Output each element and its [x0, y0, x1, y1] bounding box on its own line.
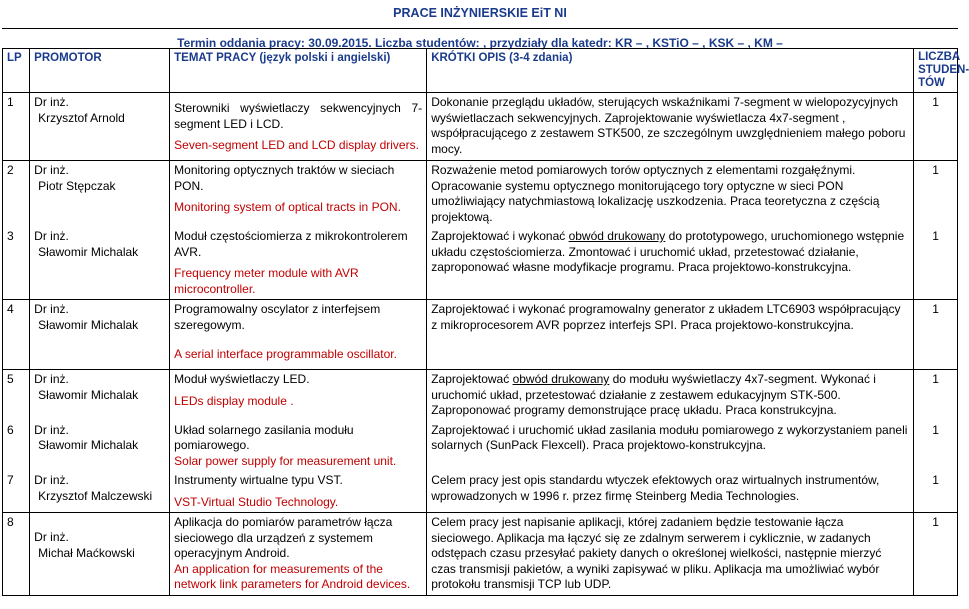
- promotor-name: Sławomir Michalak: [38, 317, 139, 332]
- row-promotor: [30, 471, 170, 513]
- row-topic: [170, 513, 427, 596]
- row-topic: [170, 93, 427, 161]
- promotor-title: Dr inż.: [34, 372, 69, 386]
- table-row: [3, 227, 958, 300]
- description-text: Celem pracy jest opis standardu wtyczek efektowych oraz wirtualnych instrumentów, wprowadzonych w 1996 r. przez firmę Steinberg Media Technologies.: [431, 473, 880, 503]
- column-header-count: [914, 49, 969, 93]
- row-description: [427, 513, 914, 596]
- description-text: Celem pracy jest napisanie aplikacji, której zadaniem będzie testowanie łącza sieciowego. Aplikacja ma łączyć się ze zdalnym serwerem i cyklicznie, w zadanych odstępach czasu przesyłać pakiety danych o określonej wielkości, następnie mierzyć czas transmisji pakietów, a wyniki zapisywać w pliku. Aplikacja ma umożliwiać wybór protokołu transmisji TCP lub UDP.: [431, 515, 882, 591]
- promotor-title: Dr inż.: [34, 473, 69, 487]
- topic-pl: Aplikacja do pomiarów parametrów łącza sieciowego dla urządzeń z systemem operacyjnym Android.: [174, 515, 393, 560]
- table-row: [3, 421, 958, 472]
- promotor-name: Krzysztof Arnold: [38, 110, 125, 125]
- table-row: [3, 93, 958, 161]
- topic-pl: Sterowniki wyświetlaczy sekwencyjnych 7-segment LED i LCD.: [174, 101, 423, 131]
- row-lp: 3: [3, 227, 30, 300]
- row-lp: 8: [3, 513, 30, 596]
- topic-pl: Układ solarnego zasilania modułu pomiarowego.: [174, 422, 354, 452]
- row-lp: 7: [3, 471, 30, 513]
- column-header-lp: LP: [3, 49, 30, 93]
- topic-en: Solar power supply for measurement unit.: [174, 453, 397, 468]
- table-header-row: [3, 49, 958, 93]
- topic-pl: Programowalny oscylator z interfejsem szeregowym.: [174, 302, 381, 332]
- description-text: Zaprojektować i wykonać programowalny generator z układem LTC6903 współpracujący z mikroprocesorem AVR poprzez interfejs SPI. Praca projektowo-konstrukcyjna.: [431, 302, 901, 332]
- row-description: [427, 370, 914, 421]
- row-promotor: [30, 93, 170, 161]
- row-count: 1: [914, 227, 958, 300]
- topic-en: LEDs display module .: [174, 393, 294, 408]
- count-header-line: LICZBA: [918, 51, 961, 63]
- row-promotor: [30, 300, 170, 370]
- promotor-title: Dr inż.: [34, 422, 69, 437]
- row-count: 1: [914, 161, 958, 228]
- promotor-name: Michał Maćkowski: [38, 545, 135, 560]
- description-text: Zaprojektować i uruchomić układ zasilania modułu pomiarowego z wykorzystaniem paneli solarnych (SunPack Flexcell). Praca projektowo-konstrukcyjna.: [431, 422, 908, 452]
- row-count: 1: [914, 370, 958, 421]
- description-part: Zaprojektować i wykonać: [431, 229, 569, 243]
- row-lp: 6: [3, 421, 30, 472]
- row-promotor: [30, 227, 170, 300]
- row-description: [427, 227, 914, 300]
- row-count: 1: [914, 513, 958, 596]
- row-promotor: [30, 513, 170, 596]
- count-header-line: STUDEN-: [918, 64, 969, 76]
- description-part: do modułu wyświetlaczy 4x7-segment. Wykonać i uruchomić układ, przetestować działanie z zestawem edukacyjnym STK-500. Zaproponować programy demonstrujące pracę układu. Praca konstrukcyjna.: [431, 372, 876, 417]
- table-row: [3, 513, 958, 596]
- document-title: PRACE INŻYNIERSKIE EiT NI: [393, 6, 567, 20]
- row-topic: [170, 471, 427, 513]
- promotor-name: Sławomir Michalak: [38, 244, 139, 259]
- row-topic: [170, 370, 427, 421]
- row-promotor: [30, 161, 170, 228]
- topic-en: Monitoring system of optical tracts in PON.: [174, 200, 401, 214]
- promotor-title: Dr inż.: [34, 530, 69, 544]
- description-underlined: obwód drukowany: [568, 229, 666, 243]
- promotor-name: Sławomir Michalak: [38, 438, 139, 452]
- promotor-title: Dr inż.: [34, 163, 69, 177]
- row-description: [427, 161, 914, 228]
- row-topic: [170, 300, 427, 370]
- row-count: 1: [914, 471, 958, 513]
- table-row: [3, 370, 958, 421]
- table-row: [3, 161, 958, 228]
- row-topic: [170, 421, 427, 472]
- table-row: [3, 471, 958, 513]
- row-count: 1: [914, 421, 958, 472]
- description-text: [431, 372, 909, 419]
- promotor-name: Sławomir Michalak: [38, 387, 139, 402]
- description-text: Rozważenie metod pomiarowych torów optycznych z elementami rozgałęźnymi. Opracowanie systemu optycznego monitorującego tory optyczne w sieci PON umożliwiający natychmiastową lokalizację uszkodzenia. Praca teoretyczna z częścią projektową.: [431, 163, 880, 224]
- row-description: [427, 471, 914, 513]
- column-header-promotor: PROMOTOR: [30, 49, 170, 93]
- row-promotor: [30, 421, 170, 472]
- row-description: [427, 93, 914, 161]
- topic-en: Seven-segment LED and LCD display drivers.: [174, 138, 419, 152]
- column-header-description: KRÓTKI OPIS (3-4 zdania): [427, 49, 914, 93]
- row-lp: 1: [3, 93, 30, 161]
- topic-pl: Moduł wyświetlaczy LED.: [174, 372, 310, 386]
- row-lp: 5: [3, 370, 30, 421]
- promotor-title: Dr inż.: [34, 229, 69, 243]
- promotor-title: Dr inż.: [34, 95, 69, 109]
- row-lp: 2: [3, 161, 30, 228]
- row-description: [427, 300, 914, 370]
- promotor-name: Krzysztof Malczewski: [38, 488, 153, 503]
- topic-pl: Monitoring optycznych traktów w sieciach PON.: [174, 163, 395, 193]
- topic-pl: Instrumenty wirtualne typu VST.: [174, 473, 343, 487]
- row-count: 1: [914, 93, 958, 161]
- row-promotor: [30, 370, 170, 421]
- row-topic: [170, 227, 427, 300]
- topic-en: Frequency meter module with AVR microcontroller.: [174, 266, 359, 296]
- topic-en: An application for measurements of the network link parameters for Android devices.: [174, 561, 411, 591]
- description-part: do prototypowego, uruchomionego wstępnie układu częstościomierza. Zmontować i uruchomić układ, przetestować działanie, zaproponować własne modyfikacje programu. Praca projektowo-konstrukcyjna.: [431, 229, 905, 274]
- thesis-table: [2, 48, 969, 596]
- topic-en: A serial interface programmable oscillator.: [174, 347, 397, 361]
- row-description: [427, 421, 914, 472]
- count-header-line: TÓW: [918, 77, 945, 89]
- promotor-name: Piotr Stępczak: [38, 178, 116, 193]
- topic-en: VST-Virtual Studio Technology.: [174, 494, 339, 509]
- topic-pl: Moduł częstościomierza z mikrokontrolerem AVR.: [174, 229, 408, 259]
- description-text: Dokonanie przeglądu układów, sterujących wskaźnikami 7-segment w wielopozycyjnych wyświetlaczach sekwencyjnych. Zaprojektowanie wyświetlacza 4x7-segment , współpracującego z zestawem STK500, ze szczególnym uwzględnieniem małego poboru mocy.: [431, 95, 906, 156]
- table-row: [3, 300, 958, 370]
- column-header-topic: TEMAT PRACY (język polski i angielski): [170, 49, 427, 93]
- promotor-title: Dr inż.: [34, 302, 69, 316]
- description-part: Zaprojektować: [431, 372, 513, 386]
- row-lp: 4: [3, 300, 30, 370]
- description-text: [431, 229, 909, 276]
- deadline-line: Termin oddania pracy: 30.09.2015. Liczba studentów: , przydziały dla katedr: KR – , KSTiO – , KSK – , KM –: [177, 36, 783, 50]
- divider: [2, 28, 958, 29]
- row-count: 1: [914, 300, 958, 370]
- row-topic: [170, 161, 427, 228]
- description-underlined: obwód drukowany: [512, 372, 610, 386]
